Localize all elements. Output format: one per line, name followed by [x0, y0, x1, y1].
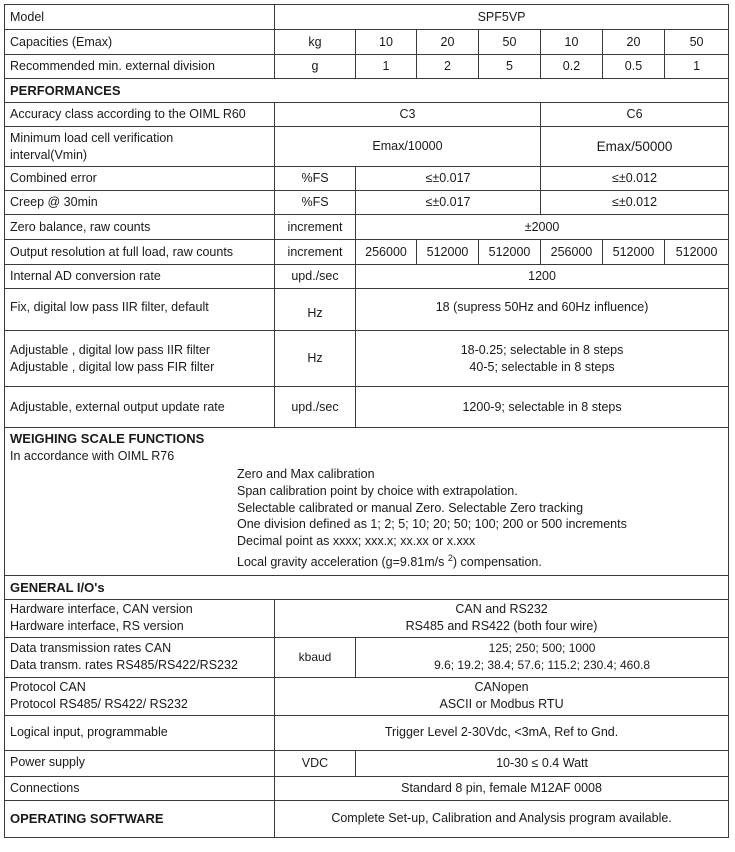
spec-table: [4, 4, 729, 838]
adjustable-fir-value: 40-5; selectable in 8 steps: [469, 359, 615, 374]
rates-can-label: Data transmission rates CAN: [10, 641, 172, 656]
hardware-can-value: CAN and RS232: [455, 602, 548, 617]
protocol-label: [5, 677, 275, 715]
gravity-exponent: 2: [447, 552, 453, 563]
row-ad-rate: [5, 265, 729, 289]
section-title: PERFORMANCES: [5, 79, 729, 103]
list-item: [237, 550, 723, 571]
combined-error-label: Combined error: [5, 167, 275, 191]
protocol-can-value: CANopen: [474, 680, 529, 695]
section-weighing: [5, 428, 729, 576]
combined-error-c6: ≤±0.012: [541, 167, 729, 191]
min-division-value: 0.5: [603, 55, 665, 79]
weighing-block: [5, 428, 729, 576]
vmin-label-line1: Minimum load cell verification: [10, 130, 174, 145]
row-power-supply: [5, 750, 729, 776]
capacity-value: 20: [603, 30, 665, 55]
vmin-c6: Emax/50000: [541, 127, 729, 167]
logical-input-value: Trigger Level 2-30Vdc, <3mA, Ref to Gnd.: [275, 715, 729, 750]
row-adjustable-filters: [5, 331, 729, 387]
adjustable-filters-unit: Hz: [275, 331, 356, 387]
rates-rs-label: Data transm. rates RS485/RS422/RS232: [10, 658, 238, 673]
row-model: [5, 5, 729, 30]
row-connections: [5, 776, 729, 800]
output-resolution-value: 512000: [665, 240, 729, 265]
capacities-label: Capacities (Emax): [5, 30, 275, 55]
min-division-value: 0.2: [541, 55, 603, 79]
row-vmin: [5, 127, 729, 167]
hardware-interface-value: [275, 599, 729, 637]
accuracy-c3: C3: [275, 103, 541, 127]
list-item: Selectable calibrated or manual Zero. Selectable Zero tracking: [237, 500, 584, 515]
output-resolution-unit: increment: [275, 240, 356, 265]
output-resolution-value: 256000: [356, 240, 417, 265]
ad-rate-value: 1200: [356, 265, 729, 289]
protocol-value: [275, 677, 729, 715]
min-division-unit: g: [275, 55, 356, 79]
row-accuracy: [5, 103, 729, 127]
capacity-value: 20: [417, 30, 479, 55]
power-supply-label: Power supply: [5, 750, 275, 776]
transmission-rates-value: [356, 637, 729, 677]
zero-balance-unit: increment: [275, 215, 356, 240]
list-item: Span calibration point by choice with extrapolation.: [237, 483, 518, 498]
weighing-subtitle: In accordance with OIML R76: [10, 449, 175, 463]
row-protocol: [5, 677, 729, 715]
hardware-can-label: Hardware interface, CAN version: [10, 602, 193, 617]
row-zero-balance: [5, 215, 729, 240]
adjustable-iir-label: Adjustable , digital low pass IIR filter: [10, 342, 211, 357]
protocol-rs-label: Protocol RS485/ RS422/ RS232: [10, 697, 188, 712]
row-creep: [5, 191, 729, 215]
adjustable-fir-label: Adjustable , digital low pass FIR filter: [10, 359, 215, 374]
adjustable-filters-label: [5, 331, 275, 387]
ext-update-value: 1200-9; selectable in 8 steps: [356, 387, 729, 428]
creep-label: Creep @ 30min: [5, 191, 275, 215]
capacity-value: 50: [665, 30, 729, 55]
accuracy-c6: C6: [541, 103, 729, 127]
hardware-rs-value: RS485 and RS422 (both four wire): [405, 619, 598, 634]
creep-c3: ≤±0.017: [356, 191, 541, 215]
row-min-division: [5, 55, 729, 79]
iir-fix-label: Fix, digital low pass IIR filter, default: [5, 289, 275, 331]
adjustable-filters-value: [356, 331, 729, 387]
section-title: WEIGHING SCALE FUNCTIONS: [10, 431, 205, 446]
min-division-value: 1: [356, 55, 417, 79]
output-resolution-value: 256000: [541, 240, 603, 265]
output-resolution-value: 512000: [417, 240, 479, 265]
logical-input-label: Logical input, programmable: [5, 715, 275, 750]
iir-fix-value: 18 (supress 50Hz and 60Hz influence): [356, 289, 729, 331]
connections-value: Standard 8 pin, female M12AF 0008: [275, 776, 729, 800]
rates-can-value: 125; 250; 500; 1000: [488, 641, 596, 656]
output-resolution-value: 512000: [479, 240, 541, 265]
vmin-label-line2: interval(Vmin): [10, 147, 88, 162]
gravity-text-suffix: ) compensation.: [452, 555, 542, 570]
weighing-functions-list: [237, 466, 723, 571]
transmission-rates-label: [5, 637, 275, 677]
accuracy-label: Accuracy class according to the OIML R60: [5, 103, 275, 127]
capacity-value: 50: [479, 30, 541, 55]
creep-c6: ≤±0.012: [541, 191, 729, 215]
hardware-interface-label: [5, 599, 275, 637]
gravity-text: Local gravity acceleration (g=9.81m/s: [237, 555, 448, 570]
software-value: Complete Set-up, Calibration and Analysis program available.: [275, 800, 729, 837]
ad-rate-unit: upd./sec: [275, 265, 356, 289]
hardware-rs-label: Hardware interface, RS version: [10, 619, 184, 634]
min-division-value: 1: [665, 55, 729, 79]
output-resolution-value: 512000: [603, 240, 665, 265]
min-division-value: 2: [417, 55, 479, 79]
ext-update-label: Adjustable, external output update rate: [5, 387, 275, 428]
transmission-rates-unit: kbaud: [275, 637, 356, 677]
protocol-rs-value: ASCII or Modbus RTU: [439, 697, 564, 712]
row-capacities: [5, 30, 729, 55]
capacities-unit: kg: [275, 30, 356, 55]
row-logical-input: [5, 715, 729, 750]
capacity-value: 10: [356, 30, 417, 55]
row-combined-error: [5, 167, 729, 191]
vmin-c3: Emax/10000: [275, 127, 541, 167]
list-item: One division defined as 1; 2; 5; 10; 20; 50; 100; 200 or 500 increments: [237, 517, 627, 532]
min-division-label: Recommended min. external division: [5, 55, 275, 79]
row-output-resolution: [5, 240, 729, 265]
adjustable-iir-value: 18-0.25; selectable in 8 steps: [460, 342, 624, 357]
list-item: Decimal point as xxxx; xxx.x; xx.xx or x.xxx: [237, 534, 476, 549]
model-label: Model: [5, 5, 275, 30]
zero-balance-value: ±2000: [356, 215, 729, 240]
model-value: SPF5VP: [275, 5, 729, 30]
row-transmission-rates: [5, 637, 729, 677]
ext-update-unit: upd./sec: [275, 387, 356, 428]
list-item: Zero and Max calibration: [237, 467, 375, 481]
row-ext-update: [5, 387, 729, 428]
output-resolution-label: Output resolution at full load, raw counts: [5, 240, 275, 265]
rates-rs-value: 9.6; 19.2; 38.4; 57.6; 115.2; 230.4; 460.8: [434, 658, 651, 673]
row-iir-fix: [5, 289, 729, 331]
row-operating-software: [5, 800, 729, 837]
section-title: OPERATING SOFTWARE: [5, 800, 275, 837]
protocol-can-label: Protocol CAN: [10, 680, 86, 695]
combined-error-unit: %FS: [275, 167, 356, 191]
combined-error-c3: ≤±0.017: [356, 167, 541, 191]
iir-fix-unit: Hz: [275, 289, 356, 331]
vmin-label: [5, 127, 275, 167]
power-supply-unit: VDC: [275, 750, 356, 776]
section-title: GENERAL I/O's: [5, 575, 729, 599]
row-hardware-interface: [5, 599, 729, 637]
capacity-value: 10: [541, 30, 603, 55]
section-general-io: [5, 575, 729, 599]
section-performances: [5, 79, 729, 103]
min-division-value: 5: [479, 55, 541, 79]
power-supply-value: 10-30 ≤ 0.4 Watt: [356, 750, 729, 776]
zero-balance-label: Zero balance, raw counts: [5, 215, 275, 240]
connections-label: Connections: [5, 776, 275, 800]
creep-unit: %FS: [275, 191, 356, 215]
ad-rate-label: Internal AD conversion rate: [5, 265, 275, 289]
